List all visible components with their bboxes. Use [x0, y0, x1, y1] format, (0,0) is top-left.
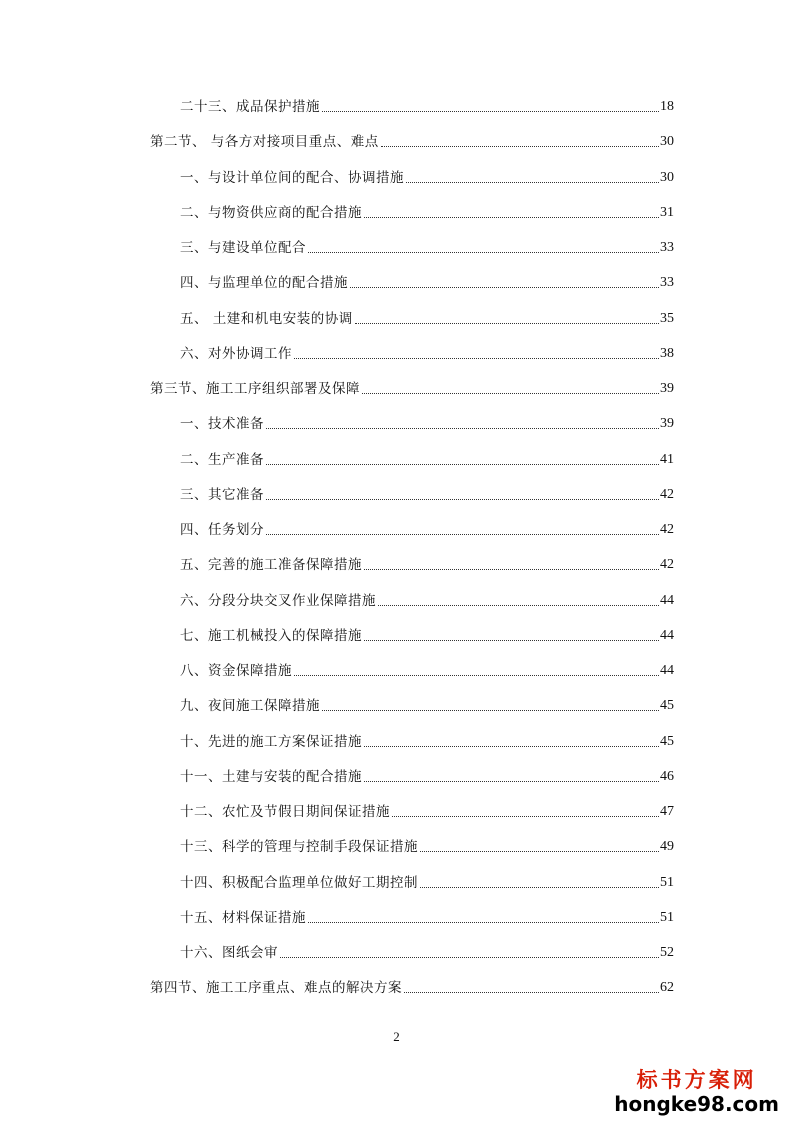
toc-dot-leader [294, 675, 659, 676]
toc-entry-page: 42 [660, 557, 674, 573]
toc-entry[interactable] [180, 697, 674, 715]
toc-entry-title: 二、与物资供应商的配合措施 [180, 204, 362, 221]
toc-entry[interactable] [180, 838, 674, 856]
toc-dot-leader [364, 640, 659, 641]
toc-dot-leader [308, 922, 659, 923]
toc-entry-title: 第二节、 与各方对接项目重点、难点 [150, 134, 379, 151]
toc-entry[interactable] [180, 98, 674, 116]
toc-entry-page: 46 [660, 768, 674, 784]
toc-dot-leader [362, 393, 659, 394]
toc-entry[interactable] [180, 556, 674, 574]
toc-entry[interactable] [180, 415, 674, 433]
toc-dot-leader [308, 252, 659, 253]
page-number: 2 [393, 1029, 400, 1044]
toc-entry[interactable] [180, 451, 674, 469]
toc-entry-title: 一、与设计单位间的配合、协调措施 [180, 169, 404, 186]
toc-entry-title: 二、生产准备 [180, 451, 264, 468]
watermark-domain-text: hongke98.com [614, 1092, 779, 1116]
toc-entry-title: 四、任务划分 [180, 522, 264, 538]
toc-dot-leader [406, 182, 659, 183]
toc-dot-leader [381, 146, 659, 147]
toc-entry-page: 42 [660, 486, 674, 502]
toc-dot-leader [364, 569, 659, 570]
toc-entry-title: 八、资金保障措施 [180, 663, 292, 679]
toc-entry-title: 四、与监理单位的配合措施 [180, 275, 348, 292]
toc-entry[interactable] [180, 345, 674, 363]
toc-dot-leader [266, 428, 659, 429]
toc-entry-title: 五、完善的施工准备保障措施 [180, 557, 362, 574]
toc-entry[interactable] [180, 239, 674, 257]
toc-entry[interactable] [180, 944, 674, 962]
toc-entry-title: 六、对外协调工作 [180, 345, 292, 362]
toc-dot-leader [364, 217, 659, 218]
toc-dot-leader [364, 781, 659, 782]
toc-entry[interactable] [180, 310, 674, 328]
toc-entry-page: 31 [660, 204, 674, 220]
toc-entry[interactable] [180, 662, 674, 680]
toc-entry[interactable] [180, 874, 674, 892]
toc-entry[interactable] [180, 204, 674, 222]
toc-entry-page: 33 [660, 275, 674, 291]
toc-dot-leader [280, 957, 659, 958]
toc-entry[interactable] [150, 133, 674, 151]
toc-entry-title: 九、夜间施工保障措施 [180, 698, 320, 715]
toc-entry-page: 39 [660, 381, 674, 396]
toc-dot-leader [266, 464, 659, 465]
toc-entry-title: 十、先进的施工方案保证措施 [180, 733, 362, 750]
toc-entry-title: 三、与建设单位配合 [180, 240, 306, 256]
toc-entry-title: 十五、材料保证措施 [180, 909, 306, 926]
toc-entry-page: 18 [660, 99, 674, 114]
toc-entry-page: 44 [660, 592, 674, 608]
toc-entry-title: 六、分段分块交叉作业保障措施 [180, 592, 376, 609]
toc-entry[interactable] [180, 274, 674, 292]
toc-dot-leader [420, 851, 659, 852]
toc-entry-title: 十六、图纸会审 [180, 945, 278, 961]
toc-entry[interactable] [180, 521, 674, 539]
toc-entry-title: 十四、积极配合监理单位做好工期控制 [180, 874, 418, 891]
toc-entry-page: 33 [660, 240, 674, 255]
toc-dot-leader [350, 287, 659, 288]
toc-entry[interactable] [180, 169, 674, 187]
toc-entry-title: 一、技术准备 [180, 416, 264, 433]
toc-entry-page: 51 [660, 909, 674, 925]
watermark-logo [614, 1068, 779, 1116]
toc-entry-title: 第四节、施工工序重点、难点的解决方案 [150, 980, 402, 997]
toc-dot-leader [364, 746, 659, 747]
toc-dot-leader [322, 111, 659, 112]
toc-entry-page: 30 [660, 169, 674, 185]
toc-entry-page: 30 [660, 134, 674, 150]
toc-entry-page: 39 [660, 416, 674, 432]
toc-entry-page: 35 [660, 310, 674, 326]
toc-dot-leader [378, 605, 659, 606]
toc-entry-title: 五、 土建和机电安装的协调 [180, 310, 353, 327]
toc-dot-leader [322, 710, 659, 711]
toc-dot-leader [420, 887, 659, 888]
toc-entry-page: 47 [660, 804, 674, 819]
toc-entry-title: 二十三、成品保护措施 [180, 99, 320, 115]
toc-entry[interactable] [180, 627, 674, 645]
toc-entry[interactable] [180, 733, 674, 751]
toc-entry-page: 41 [660, 451, 674, 467]
toc-dot-leader [392, 816, 659, 817]
toc-dot-leader [266, 534, 659, 535]
toc-entry-page: 45 [660, 733, 674, 749]
toc-entry[interactable] [180, 486, 674, 504]
toc-entry-page: 49 [660, 839, 674, 855]
toc-entry-title: 十一、土建与安装的配合措施 [180, 768, 362, 785]
toc-entry[interactable] [150, 979, 674, 997]
toc-entry-page: 62 [660, 980, 674, 996]
toc-entry-title: 三、其它准备 [180, 486, 264, 503]
toc-entry[interactable] [180, 909, 674, 927]
toc-entry-page: 44 [660, 627, 674, 643]
watermark-chinese-text: 标书方案网 [636, 1068, 757, 1092]
toc-entry[interactable] [180, 592, 674, 610]
toc-entry-page: 51 [660, 874, 674, 890]
toc-entry-page: 42 [660, 522, 674, 537]
toc-dot-leader [294, 358, 659, 359]
toc-dot-leader [404, 992, 659, 993]
toc-entry[interactable] [150, 380, 674, 398]
toc-entry-title: 十三、科学的管理与控制手段保证措施 [180, 839, 418, 856]
toc-entry-page: 38 [660, 345, 674, 361]
toc-entry-title: 七、施工机械投入的保障措施 [180, 627, 362, 644]
toc-entry-title: 十二、农忙及节假日期间保证措施 [180, 804, 390, 820]
toc-entry[interactable] [180, 803, 674, 821]
toc-entry-page: 45 [660, 698, 674, 714]
toc-entry-page: 44 [660, 663, 674, 678]
toc-entry-page: 52 [660, 945, 674, 960]
toc-entry[interactable] [180, 768, 674, 786]
toc-dot-leader [355, 323, 659, 324]
toc-entry-title: 第三节、施工工序组织部署及保障 [150, 381, 360, 397]
toc-dot-leader [266, 499, 659, 500]
